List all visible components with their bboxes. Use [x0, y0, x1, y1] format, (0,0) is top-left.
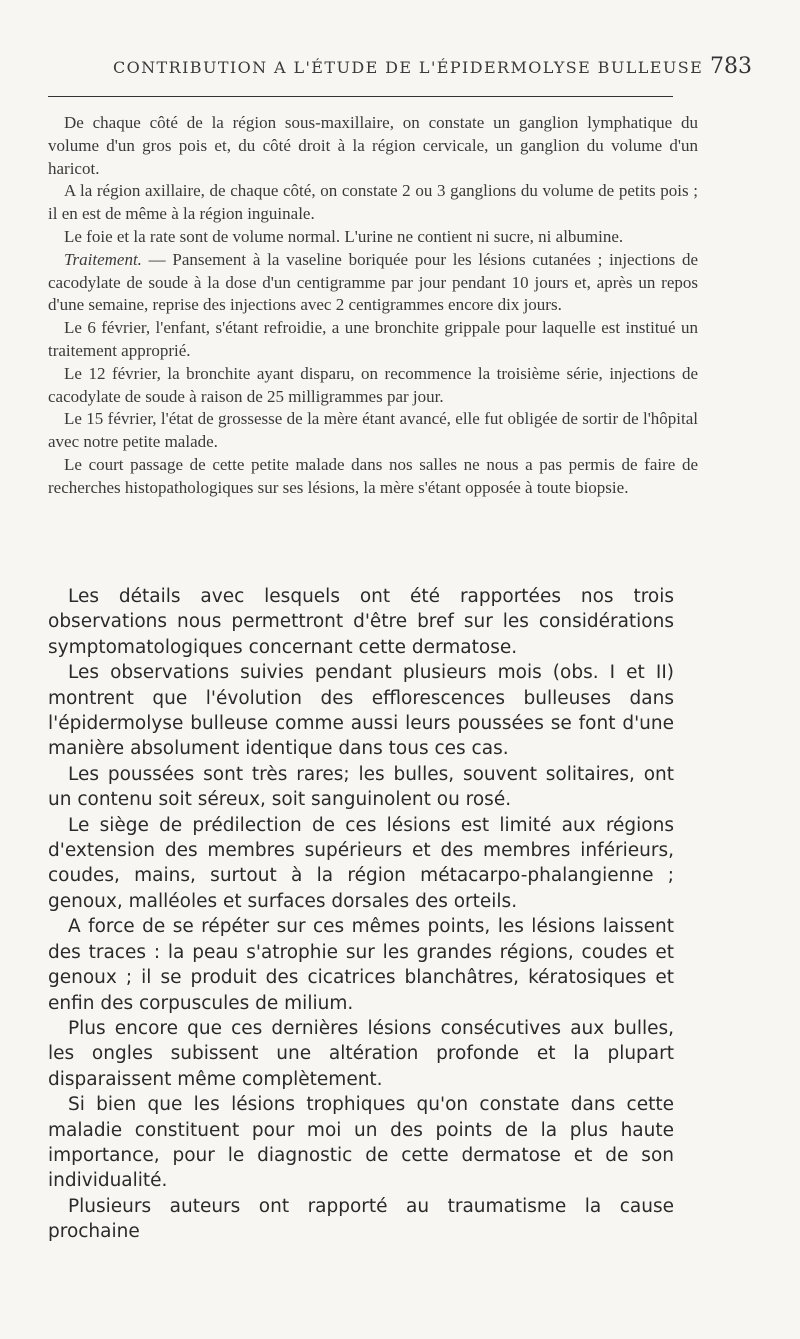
running-header	[48, 54, 752, 82]
paragraph: Le 12 février, la bronchite ayant disparu, on recommence la troisième série, injections de cacodylate de soude à raison de 25 milligrammes par jour.	[48, 363, 698, 406]
treatment-text: — Pansement à la vaseline boriquée pour les lésions cutanées ; injections de cacodylate de soude à la dose d'un centigramme par jour pendant 10 jours et, après un repos d'une semaine, reprise des injections avec 2 centigrammes encore dix jours.	[48, 249, 698, 315]
paragraph: Le foie et la rate sont de volume normal. L'urine ne contient ni sucre, ni albumine.	[64, 226, 624, 246]
paragraph: De chaque côté de la région sous-maxillaire, on constate un ganglion lymphatique du volume d'un gros pois et, du côté droit à la région cervicale, un ganglion du volume d'un haricot.	[48, 113, 698, 178]
paragraph: Les poussées sont très rares; les bulles, souvent solitaires, ont un contenu soit séreux, soit sanguinolent ou rosé.	[48, 763, 674, 811]
paragraph: Le 15 février, l'état de grossesse de la mère étant avancé, elle fut obligée de sortir de l'hôpital avec notre petite malade.	[48, 409, 698, 452]
paragraph: A la région axillaire, de chaque côté, on constate 2 ou 3 ganglions du volume de petits pois ; il en est de même à la région inguinale.	[48, 181, 698, 224]
treatment-label: Traitement.	[64, 249, 142, 269]
observation-section	[48, 112, 698, 500]
paragraph	[48, 249, 698, 317]
paragraph: Plusieurs auteurs ont rapporté au traumatisme la cause prochaine	[48, 1195, 674, 1243]
discussion-section	[48, 584, 674, 1245]
paragraph: Les observations suivies pendant plusieurs mois (obs. I et II) montrent que l'évolution des efflorescences bulleuses dans l'épidermolyse bulleuse comme aussi leurs poussées se font d'une manière absolument identique dans tous ces cas.	[48, 662, 674, 760]
paragraph: Les détails avec lesquels ont été rapportées nos trois observations nous permettront d'être bref sur les considérations symptomatologiques concernant cette dermatose.	[48, 586, 674, 658]
page-number: 783	[710, 54, 752, 79]
paragraph: A force de se répéter sur ces mêmes points, les lésions laissent des traces : la peau s'atrophie sur les grandes régions, coudes et genoux ; il se produit des cicatrices blanchâtres, kératosiques et enfin des corpuscules de milium.	[48, 916, 674, 1014]
paragraph: Le 6 février, l'enfant, s'étant refroidie, a une bronchite grippale pour laquelle est institué un traitement approprié.	[48, 318, 698, 360]
paragraph: Si bien que les lésions trophiques qu'on constate dans cette maladie constituent pour moi un des points de la plus haute importance, pour le diagnostic de cette dermatose et de son individualité.	[48, 1094, 674, 1192]
paragraph: Le court passage de cette petite malade dans nos salles ne nous a pas permis de faire de recherches histopathologiques sur ses lésions, la mère s'étant opposée à toute biopsie.	[48, 454, 698, 497]
running-title: CONTRIBUTION A L'ÉTUDE DE L'ÉPIDERMOLYSE BULLEUSE	[113, 58, 704, 77]
paragraph: Le siège de prédilection de ces lésions est limité aux régions d'extension des membres supérieurs et des membres inférieurs, coudes, mains, surtout à la région métacarpo-phalangienne ; genoux, malléoles et surfaces dorsales des orteils.	[48, 814, 674, 912]
paragraph: Plus encore que ces dernières lésions consécutives aux bulles, les ongles subissent une altération profonde et la plupart disparaissent même complètement.	[48, 1017, 674, 1090]
header-rule	[48, 96, 673, 97]
